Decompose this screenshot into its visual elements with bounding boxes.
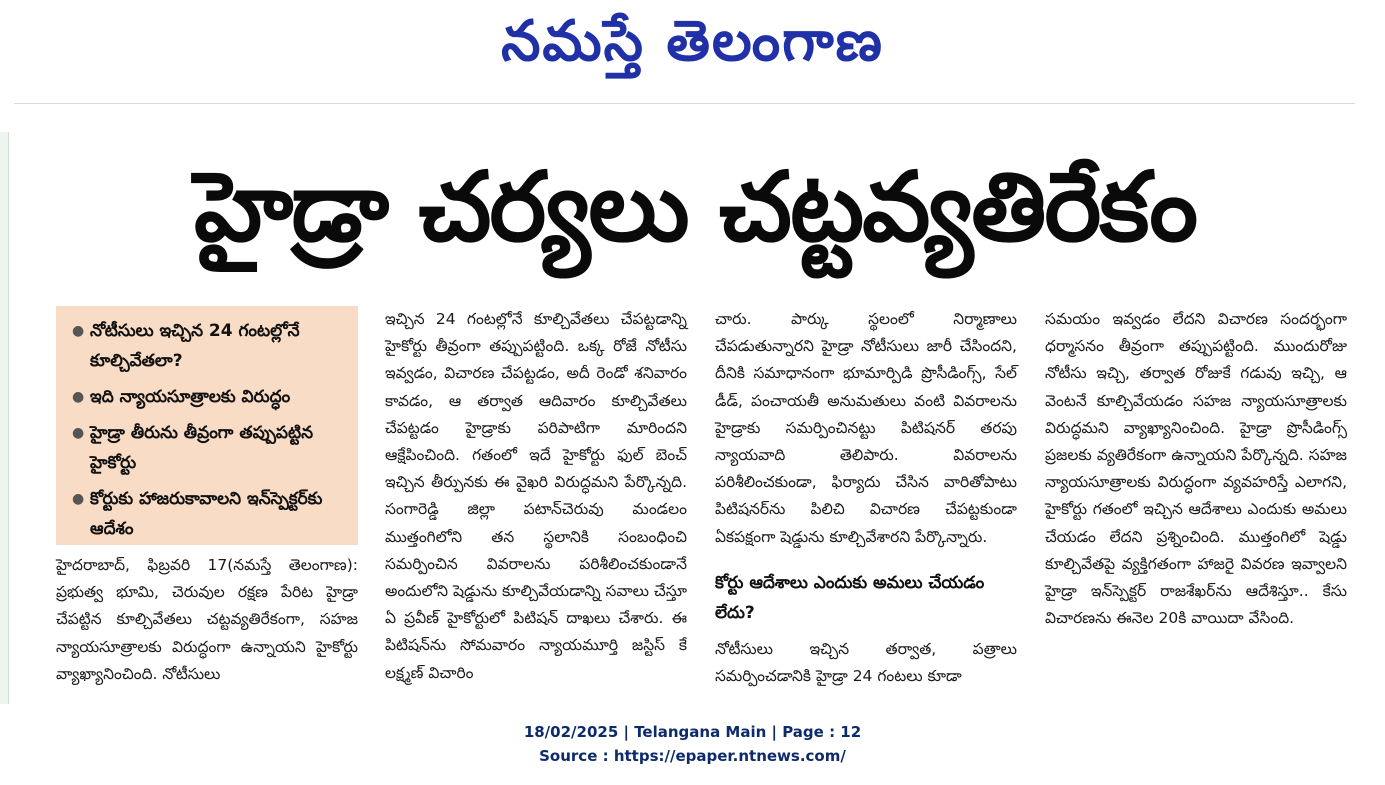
- article-column-3-continued: నోటీసులు ఇచ్చిన తర్వాత, పత్రాలు సమర్పించడానికి హైడ్రా 24 గంటలు కూడా: [715, 640, 1017, 686]
- highlight-text: కోర్టుకు హాజరుకావాలని ఇన్‌స్పెక్టర్‌కు ఆదేశం: [90, 489, 323, 539]
- highlight-item: [72, 316, 348, 376]
- highlights-box: [56, 306, 358, 545]
- article-subheading: కోర్టు ఆదేశాలు ఎందుకు అమలు చేయడం లేదు?: [715, 573, 985, 623]
- bullet-icon: ●: [72, 323, 85, 339]
- highlight-text: హైడ్రా తీరును తీవ్రంగా తప్పుపట్టిన హైకోర్టు: [90, 423, 314, 473]
- bullet-icon: ●: [72, 491, 85, 507]
- masthead: [0, 0, 1385, 104]
- article-column-3: చారు. పార్కు స్థలంలో నిర్మాణాలు చేపడుతున్నారని హైడ్రా నోటీసులు జారీ చేసిందని, దీనికి సమాధానంగా భూమార్పిడి ప్రొసీడింగ్స్, సేల్ డీడ్, పంచాయతీ అనుమతులు వంటి వివరాలను హైడ్రాకు సమర్పించినట్టు పిటిషనర్ తరపు న్యాయవాది తెలిపారు. వివరాలను పరిశీలించకుండా, ఫిర్యాదు చేసిన వారితోపాటు పిటిషనర్‌ను పిలిచి విచారణ చేపట్టకుండా ఏకపక్షంగా షెడ్డును కూల్చివేశారని పేర్కొన్నారు.: [715, 310, 1017, 546]
- highlight-text: నోటీసులు ఇచ్చిన 24 గంటల్లోనే కూల్చివేతలా?: [90, 321, 300, 371]
- highlight-item: [72, 484, 348, 544]
- page-edge-bar: [0, 132, 9, 704]
- article-column-1: హైదరాబాద్, ఫిబ్రవరి 17(నమస్తే తెలంగాణ): ప్రభుత్వ భూమి, చెరువుల రక్షణ పేరిట హైడ్రా చేపట్టిన కూల్చివేతలు చట్టవ్యతిరేకంగా, సహజ న్యాయసూత్రాలకు విరుద్ధంగా ఉన్నాయని హైకోర్టు వ్యాఖ్యానించింది. నోటీసులు: [56, 556, 358, 683]
- bullet-icon: ●: [72, 425, 85, 441]
- newspaper-logo: నమస్తే తెలంగాణ: [501, 8, 884, 74]
- masthead-divider: [14, 103, 1355, 104]
- highlight-item: [72, 418, 348, 478]
- footer-date-page: 18/02/2025 | Telangana Main | Page : 12: [523, 723, 862, 741]
- page-footer: [0, 720, 1385, 768]
- article-headline: హైడ్రా చర్యలు చట్టవ్యతిరేకం: [193, 151, 1197, 263]
- article-column-2: ఇచ్చిన 24 గంటల్లోనే కూల్చివేతలు చేపట్టడాన్ని హైకోర్టు తీవ్రంగా తప్పుపట్టింది. ఒక్క రోజే నోటీసు ఇవ్వడం, విచారణ చేపట్టడం, అదీ రెండో శనివారం కావడం, ఆ తర్వాత ఆదివారం కూల్చివేతలు చేపట్టడం హైడ్రాకు పరిపాటిగా మారిందని ఆక్షేపించింది. గతంలో ఇదే హైకోర్టు ఫుల్ బెంచ్ ఇచ్చిన తీర్పునకు ఈ వైఖరి విరుద్ధమని పేర్కొన్నది. సంగారెడ్డి జిల్లా పటాన్‌చెరువు మండలం ముత్తంగిలోని తన స్థలానికి సంబంధించి సమర్పించిన వివరాలను పరిశీలించకుండానే అందులోని షెడ్డును కూల్చివేయడాన్ని సవాలు చేస్తూ ఏ ప్రవీణ్ హైకోర్టులో పిటిషన్ దాఖలు చేశారు. ఈ పిటిషన్‌ను సోమవారం న్యాయమూర్తి జస్టిస్ కే లక్ష్మణ్ విచారిం: [385, 310, 687, 682]
- bullet-icon: ●: [72, 389, 85, 405]
- highlight-item: [72, 382, 348, 412]
- highlight-text: ఇది న్యాయసూత్రాలకు విరుద్ధం: [90, 387, 291, 407]
- article-column-4: సమయం ఇవ్వడం లేదని విచారణ సందర్భంగా ధర్మాసనం తీవ్రంగా తప్పుపట్టింది. ముందురోజు నోటీసు ఇచ్చి, తర్వాత రోజుకే గడువు ఇచ్చి, ఆ వెంటనే కూల్చివేయడం సహజ న్యాయసూత్రాలకు విరుద్ధమని వ్యాఖ్యానించింది. హైడ్రా ప్రొసీడింగ్స్ ప్రజలకు వ్యతిరేకంగా ఉన్నాయని పేర్కొన్నది. సహజ న్యాయసూత్రాలకు విరుద్ధంగా వ్యవహరిస్తే ఎలాగని, హైకోర్టు గతంలో ఇచ్చిన ఆదేశాలు ఎందుకు అమలు చేయడం లేదని ప్రశ్నించింది. ముత్తంగిలో షెడ్డు కూల్చివేతపై వ్యక్తిగతంగా హాజరై వివరణ ఇవ్వాలని హైడ్రా ఇన్‌స్పెక్టర్ రాజశేఖర్‌ను ఆదేశిస్తూ.. కేసు విచారణను ఈనెల 20కి వాయిదా వేసింది.: [1045, 310, 1347, 628]
- footer-source: Source : https://epaper.ntnews.com/: [539, 747, 846, 765]
